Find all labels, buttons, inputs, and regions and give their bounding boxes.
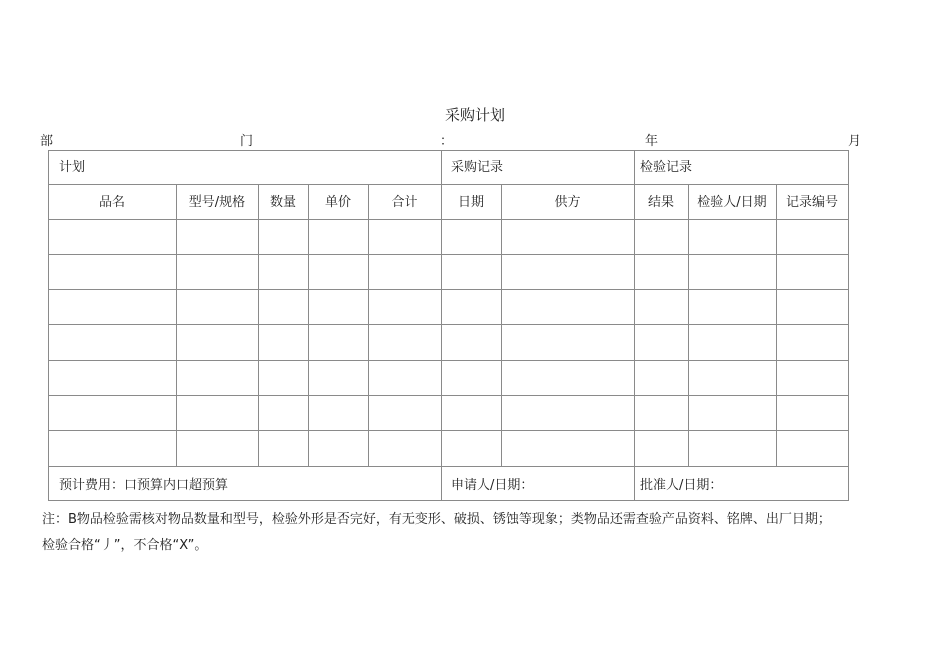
inspection-note-line1: 注：B物品检验需核对物品数量和型号，检验外形是否完好，有无变形、破损、锈蚀等现象；类物品还需查验产品资料、铭牌、出厂日期； xyxy=(42,512,831,527)
column-header-record-number: 记录编号 xyxy=(785,195,838,210)
table-line xyxy=(258,184,259,466)
header-colon: ： xyxy=(440,134,454,149)
budget-label: 预计费用：口预算内口超预算 xyxy=(59,478,229,493)
table-line xyxy=(48,360,849,361)
table-line xyxy=(48,184,849,185)
column-header-inspector-date: 检验人/日期 xyxy=(697,195,767,210)
applicant-date-label: 申请人/日期： xyxy=(451,478,534,493)
column-header-date: 日期 xyxy=(457,195,484,210)
section-plan: 计划 xyxy=(59,160,86,175)
table-line xyxy=(48,219,849,220)
page-title: 采购计划 xyxy=(444,106,505,124)
column-header-total: 合计 xyxy=(391,195,418,210)
table-line xyxy=(48,466,849,467)
table-line xyxy=(688,184,689,466)
table-line xyxy=(48,324,849,325)
column-header-model-spec: 型号/规格 xyxy=(188,195,246,210)
approver-date-label: 批准人/日期： xyxy=(640,478,723,493)
table-line xyxy=(308,184,309,466)
table-line xyxy=(48,430,849,431)
purchase-plan-table xyxy=(48,150,849,501)
department-label-part2: 门 xyxy=(240,134,254,149)
inspection-note-line2: 检验合格“丿”，不合格“X”。 xyxy=(42,538,208,553)
column-header-result: 结果 xyxy=(647,195,674,210)
table-line xyxy=(48,254,849,255)
section-purchase-record: 采购记录 xyxy=(451,160,504,175)
table-line xyxy=(368,184,369,466)
year-label: 年 xyxy=(645,134,659,149)
column-header-quantity: 数量 xyxy=(269,195,296,210)
table-line xyxy=(501,184,502,466)
column-header-supplier: 供方 xyxy=(554,195,581,210)
table-line xyxy=(48,395,849,396)
table-border-bottom xyxy=(48,500,849,501)
table-line xyxy=(48,289,849,290)
table-border-top xyxy=(48,150,849,151)
table-line xyxy=(776,184,777,466)
column-header-unit-price: 单价 xyxy=(324,195,351,210)
table-border-right xyxy=(848,150,849,501)
section-inspection-record: 检验记录 xyxy=(640,160,693,175)
month-label: 月 xyxy=(848,134,862,149)
department-label-part1: 部 xyxy=(40,134,54,149)
table-line xyxy=(176,184,177,466)
column-header-item-name: 品名 xyxy=(98,195,125,210)
